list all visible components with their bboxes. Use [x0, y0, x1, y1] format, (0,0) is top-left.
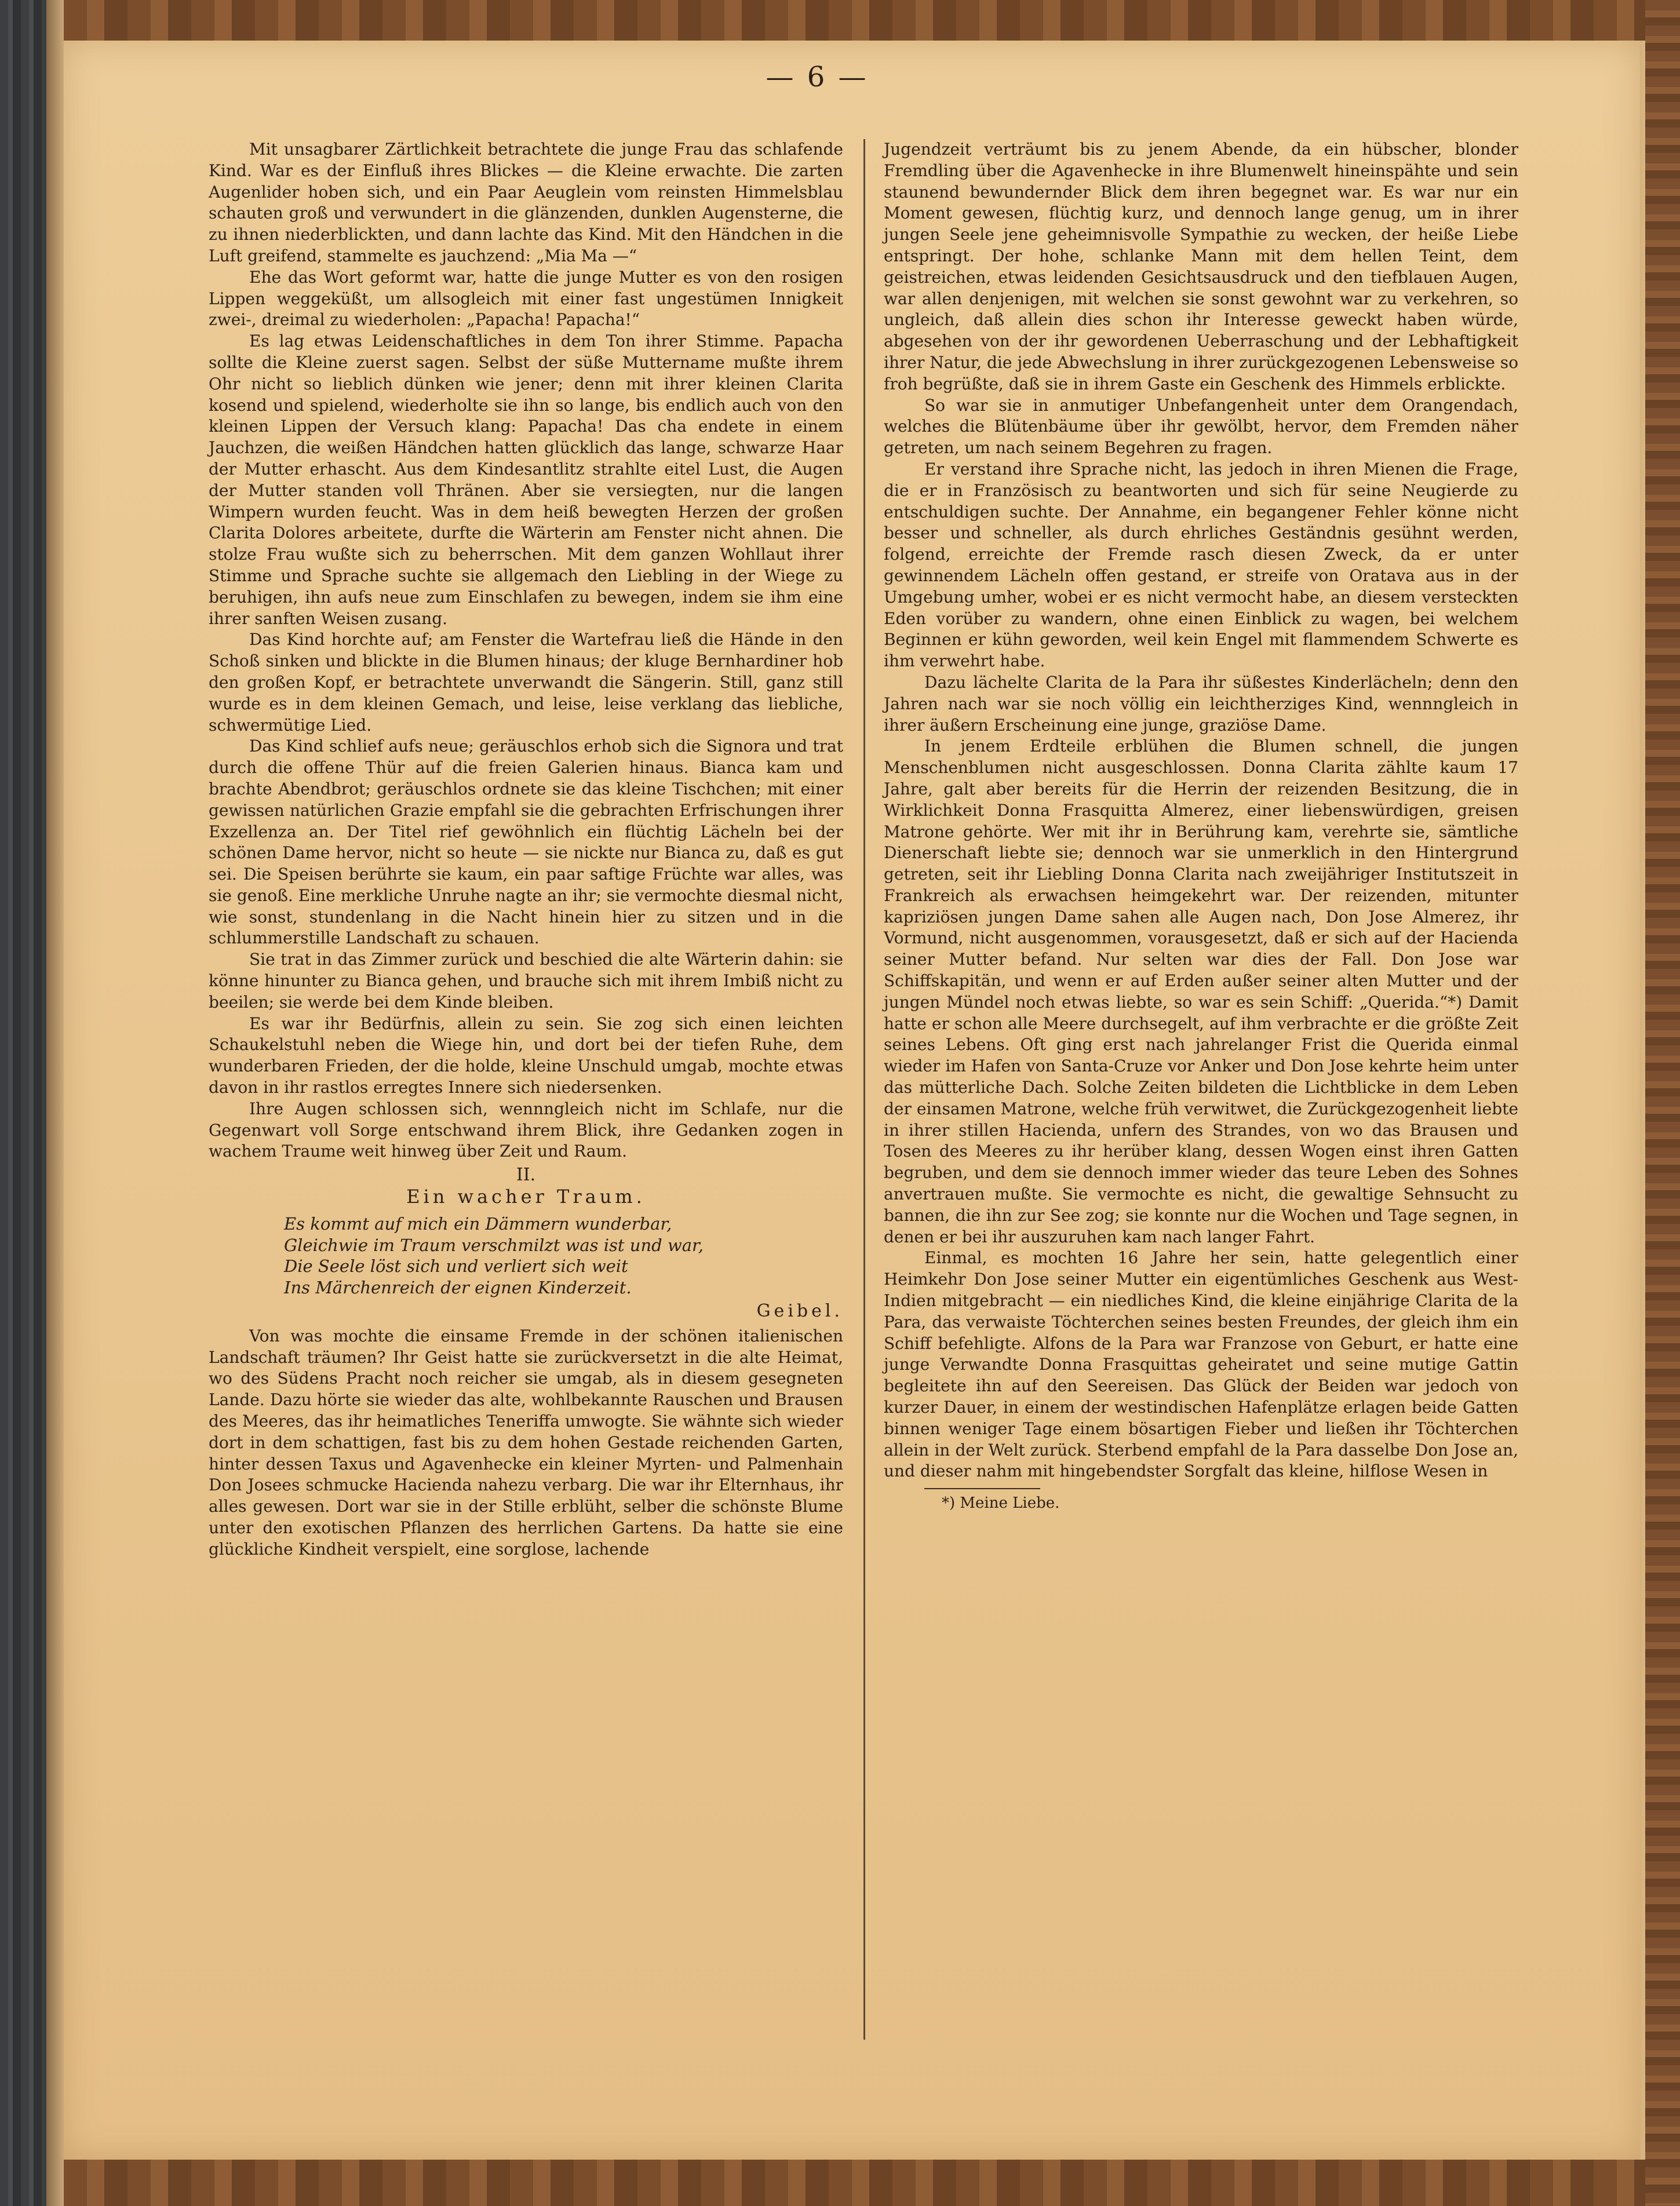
book-binding-left [0, 0, 64, 2206]
poem-line: Es kommt auf mich ein Dämmern wunderbar, [284, 1213, 672, 1234]
paragraph: Das Kind schlief aufs neue; geräuschlos erhob sich die Signora und trat durch die offene Thür auf die freien Galerien hinaus. Bianca kam und brachte Abendbrot; geräuschlos ordnete sie das kleine Tischchen; mit einer gewissen natürlichen Grazie empfahl sie die gebrachten Erfrischungen ihrer Exzellenza an. Der Titel rief gewöhnlich ein flüchtig Lächeln bei der schönen Dame hervor, nicht so heute — sie nickte nur Bianca zu, daß es gut sei. Die Speisen berührte sie kaum, ein paar saftige Früchte war alles, was sie genoß. Eine merkliche Unruhe nagte an ihr; sie vermochte diesmal nicht, wie sonst, stundenlang in die Nacht hinein hier zu sitzen und in die schlummerstille Landschaft zu schauen. [209, 736, 843, 948]
paragraph: Das Kind horchte auf; am Fenster die Wartefrau ließ die Hände in den Schoß sinken und blickte in die Blumen hinaus; der kluge Bernhardiner hob den großen Kopf, er betrachtete unverwandt die Sängerin. Still, ganz still wurde es in dem kleinen Gemach, und leise, leise verklang das liebliche, schwermütige Lied. [209, 630, 843, 735]
paragraph: Er verstand ihre Sprache nicht, las jedoch in ihren Mienen die Frage, die er in Französisch zu beantworten und sich für seine Neugierde zu entschuldigen suchte. Der Annahme, ein begangener Fehler könne nicht besser und schneller, als durch ehrliches Geständnis gesühnt werden, folgend, erreichte der Fremde rasch diesen Zweck, da er unter gewinnendem Lächeln offen gestand, er streife von Oratava aus in der Umgebung umher, wobei er es nicht vermocht habe, an diesem versteckten Eden vorüber zu wandern, ohne einen Einblick zu wagen, bei welchem Beginnen er kühn geworden, weil kein Engel mit flammendem Schwerte es ihm verwehrt habe. [884, 459, 1518, 671]
footnote: *) Meine Liebe. [942, 1494, 1060, 1512]
poem-line: Ins Märchenreich der eignen Kinderzeit. [284, 1278, 632, 1298]
column-divider [863, 139, 865, 2040]
paragraph: Mit unsagbarer Zärtlichkeit betrachtete die junge Frau das schlafende Kind. War es der Einfluß ihres Blickes — die Kleine erwachte. Die zarten Augenlider hoben sich, und ein Paar Aeuglein vom reinsten Himmelsblau schauten groß und verwundert in die glänzenden, dunklen Augensterne, die zu ihnen niederblickten, und dann lachte das Kind. Mit den Händchen in die Luft greifend, stammelte es jauchzend: „Mia Ma —“ [209, 140, 843, 265]
poem-line: Die Seele löst sich und verliert sich weit [284, 1256, 628, 1277]
paragraph: Von was mochte die einsame Fremde in der schönen italienischen Landschaft träumen? Ihr Geist hatte sie zurückversetzt in die alte Heimat, wo des Südens Pracht noch reicher sie umgab, als in diesem gesegneten Lande. Dazu hörte sie wieder das alte, wohlbekannte Rauschen und Brausen des Meeres, das ihr heimatliches Teneriffa umwogte. Sie wähnte sich wieder dort in dem schattigen, fast bis zu dem hohen Gestade reichenden Garten, hinter dessen Taxus und Agavenhecke ein kleiner Myrten- und Palmenhain Don Josees schmucke Hacienda nahezu verbarg. Die war ihr Elternhaus, ihr alles gewesen. Dort war sie in der Stille erblüht, selber die schönste Blume unter den exotischen Pflanzen des herrlichen Gartens. Da hatte sie eine glückliche Kindheit verspielt, eine sorglose, lachende [209, 1326, 843, 1559]
poem-line: Gleichwie im Traum verschmilzt was ist und war, [284, 1235, 704, 1255]
right-column [884, 139, 1518, 1514]
epigraph-poem [284, 1213, 843, 1299]
chapter-title: Ein wacher Traum. [406, 1186, 646, 1208]
paragraph: So war sie in anmutiger Unbefangenheit unter dem Orangendach, welches die Blütenbäume über ihr gewölbt, hervor, dem Fremden näher getreten, um nach seinem Begehren zu fragen. [884, 395, 1518, 458]
book-cover-top [0, 0, 1680, 41]
book-cover-bottom [0, 2160, 1680, 2206]
section-numeral: II. [516, 1165, 536, 1186]
paragraph: Jugendzeit verträumt bis zu jenem Abende, da ein hübscher, blonder Fremdling über die Agavenhecke in ihre Blumenwelt hineinspähte und sein staunend bewundernder Blick dem ihren begegnet war. Es war nur ein Moment gewesen, flüchtig kurz, und dennoch lange genug, um in ihrer jungen Seele jene geheimnisvolle Sympathie zu wecken, der heiße Liebe entspringt. Der hohe, schlanke Mann mit dem hellen Teint, dem geistreichen, etwas leidenden Gesichtsausdruck und den tiefblauen Augen, war allen denjenigen, mit welchen sie sonst gewohnt war zu verkehren, so ungleich, daß allein dies schon ihr Interesse geweckt haben würde, abgesehen von der ihr gewordenen Ueberraschung und der Lebhaftigkeit ihrer Natur, die jede Abwechslung in ihrer zurückgezogenen Lebensweise so froh begrüßte, daß sie in ihrem Gaste ein Geschenk des Himmels erblickte. [884, 140, 1518, 393]
paragraph: Es war ihr Bedürfnis, allein zu sein. Sie zog sich einen leichten Schaukelstuhl neben die Wiege hin, und dort bei der tiefen Ruhe, dem wunderbaren Frieden, der die holde, kleine Unschuld umgab, mochte etwas davon in ihr rastlos erregtes Innere sich niedersenken. [209, 1013, 843, 1097]
paragraph: Einmal, es mochten 16 Jahre her sein, hatte gelegentlich einer Heimkehr Don Jose seiner Mutter ein eigentümliches Geschenk aus West-Indien mitgebracht — ein niedliches Kind, die kleine einjährige Clarita de la Para, das verwaiste Töchterchen seines besten Freundes, der gleich ihm ein Schiff befehligte. Alfons de la Para war Franzose von Geburt, er hatte eine junge Verwandte Donna Frasquittas geheiratet und seine mutige Gattin begleitete ihn auf den Seereisen. Das Glück der Beiden war jedoch von kurzer Dauer, in einem der westindischen Hafenplätze erlagen beide Gatten binnen weniger Tage einem bösartigen Fieber und ließen ihr Töchterchen allein in der Welt zurück. Sterbend empfahl de la Para dasselbe Don Jose an, und dieser nahm mit hingebendster Sorgfalt das kleine, hilflose Wesen in [884, 1248, 1518, 1481]
page-number: — 6 — [766, 61, 869, 93]
paragraph: Es lag etwas Leidenschaftliches in dem Ton ihrer Stimme. Papacha sollte die Kleine zuerst sagen. Selbst der süße Muttername mußte ihrem Ohr nicht so lieblich dünken wie jener; denn mit ihrer kleinen Clarita kosend und spielend, wiederholte sie ihn so lange, bis endlich auch von den kleinen Lippen der Versuch klang: Papacha! Das cha endete in einem Jauchzen, die weißen Händchen hatten glücklich das lange, schwarze Haar der Mutter erhascht. Aus dem Kindesantlitz strahlte eitel Lust, die Augen der Mutter standen voll Thränen. Aber sie versiegten, nur die langen Wimpern wurden feucht. Was in dem heiß bewegten Herzen der großen Clarita Dolores arbeitete, durfte die Wärterin am Fenster nicht ahnen. Die stolze Frau wußte sich zu beherrschen. Mit dem ganzen Wohllaut ihrer Stimme und Sprache suchte sie allgemach den Liebling in der Wiege zu beruhigen, ihn aufs neue zum Einschlafen zu bewegen, indem sie ihm eine ihrer sanften Weisen zusang. [209, 331, 843, 628]
left-column [209, 139, 843, 1560]
paragraph: Ihre Augen schlossen sich, wennngleich nicht im Schlafe, nur die Gegenwart voll Sorge entschwand ihrem Blick, ihre Gedanken zogen in wachem Traume weit hinweg über Zeit und Raum. [209, 1099, 843, 1161]
paragraph: In jenem Erdteile erblühen die Blumen schnell, die jungen Menschenblumen nicht ausgeschlossen. Donna Clarita zählte kaum 17 Jahre, galt aber bereits für die Herrin der reizenden Besitzung, die in Wirklichkeit Donna Frasquitta Almerez, einer liebenswürdigen, greisen Matrone gehörte. Wer mit ihr in Berührung kam, verehrte sie, sämtliche Dienerschaft liebte sie; dennoch war sie unmerklich in den Hintergrund getreten, seit ihr Liebling Donna Clarita nach zweijähriger Institutszeit in Frankreich als erwachsen heimgekehrt war. Der reizenden, mitunter kapriziösen jungen Dame sahen alle Augen nach, Don Jose Almerez, ihr Vormund, nicht ausgenommen, vorausgesetzt, daß er sich auf der Hacienda seiner Mutter befand. Nur selten war dies der Fall. Don Jose war Schiffskapitän, und wenn er auf Erden außer seiner alten Mutter und der jungen Mündel noch etwas liebte, so war es sein Schiff: „Querida.“*) Damit hatte er schon alle Meere durchsegelt, auf ihm verbrachte er die größte Zeit seines Lebens. Oft ging erst nach jahrelanger Frist die Querida einmal wieder im Hafen von Santa-Cruze vor Anker und Don Jose kehrte heim unter das mütterliche Dach. Solche Zeiten bildeten die Lichtblicke in dem Leben der einsamen Matrone, welche früh verwitwet, die Zurückgezogenheit liebte in ihrer stillen Hacienda, unfern des Strandes, von wo das Brausen und Tosen des Meeres zu ihr herüber klang, dessen Wogen einst ihren Gatten begruben, und dem sie dennoch immer wieder das teure Leben des Sohnes anvertrauen mußte. Sie vermochte es nicht, die gewaltige Sehnsucht zu bannen, die ihn zur See zog; sie konnte nur die Wochen und Tage segnen, in denen er bei ihr auszuruhen kam nach langer Fahrt. [884, 736, 1518, 1246]
paragraph: Ehe das Wort geformt war, hatte die junge Mutter es von den rosigen Lippen weggeküßt, um allsogleich mit einer fast ungestümen Innigkeit zwei-, dreimal zu wiederholen: „Papacha! Papacha!“ [209, 267, 843, 330]
poem-author: Geibel. [756, 1301, 843, 1322]
book-cover-right-edge [1645, 0, 1680, 2206]
footnote-rule [924, 1488, 1040, 1489]
paragraph: Dazu lächelte Clarita de la Para ihr süßestes Kinderlächeln; denn den Jahren nach war sie noch völlig ein leichtherziges Kind, wennngleich in ihrer äußern Erscheinung eine junge, graziöse Dame. [884, 672, 1518, 735]
paragraph: Sie trat in das Zimmer zurück und beschied die alte Wärterin dahin: sie könne hinunter zu Bianca gehen, und brauche sich mit ihrem Imbiß nicht zu beeilen; sie werde bei dem Kinde bleiben. [209, 950, 843, 1012]
